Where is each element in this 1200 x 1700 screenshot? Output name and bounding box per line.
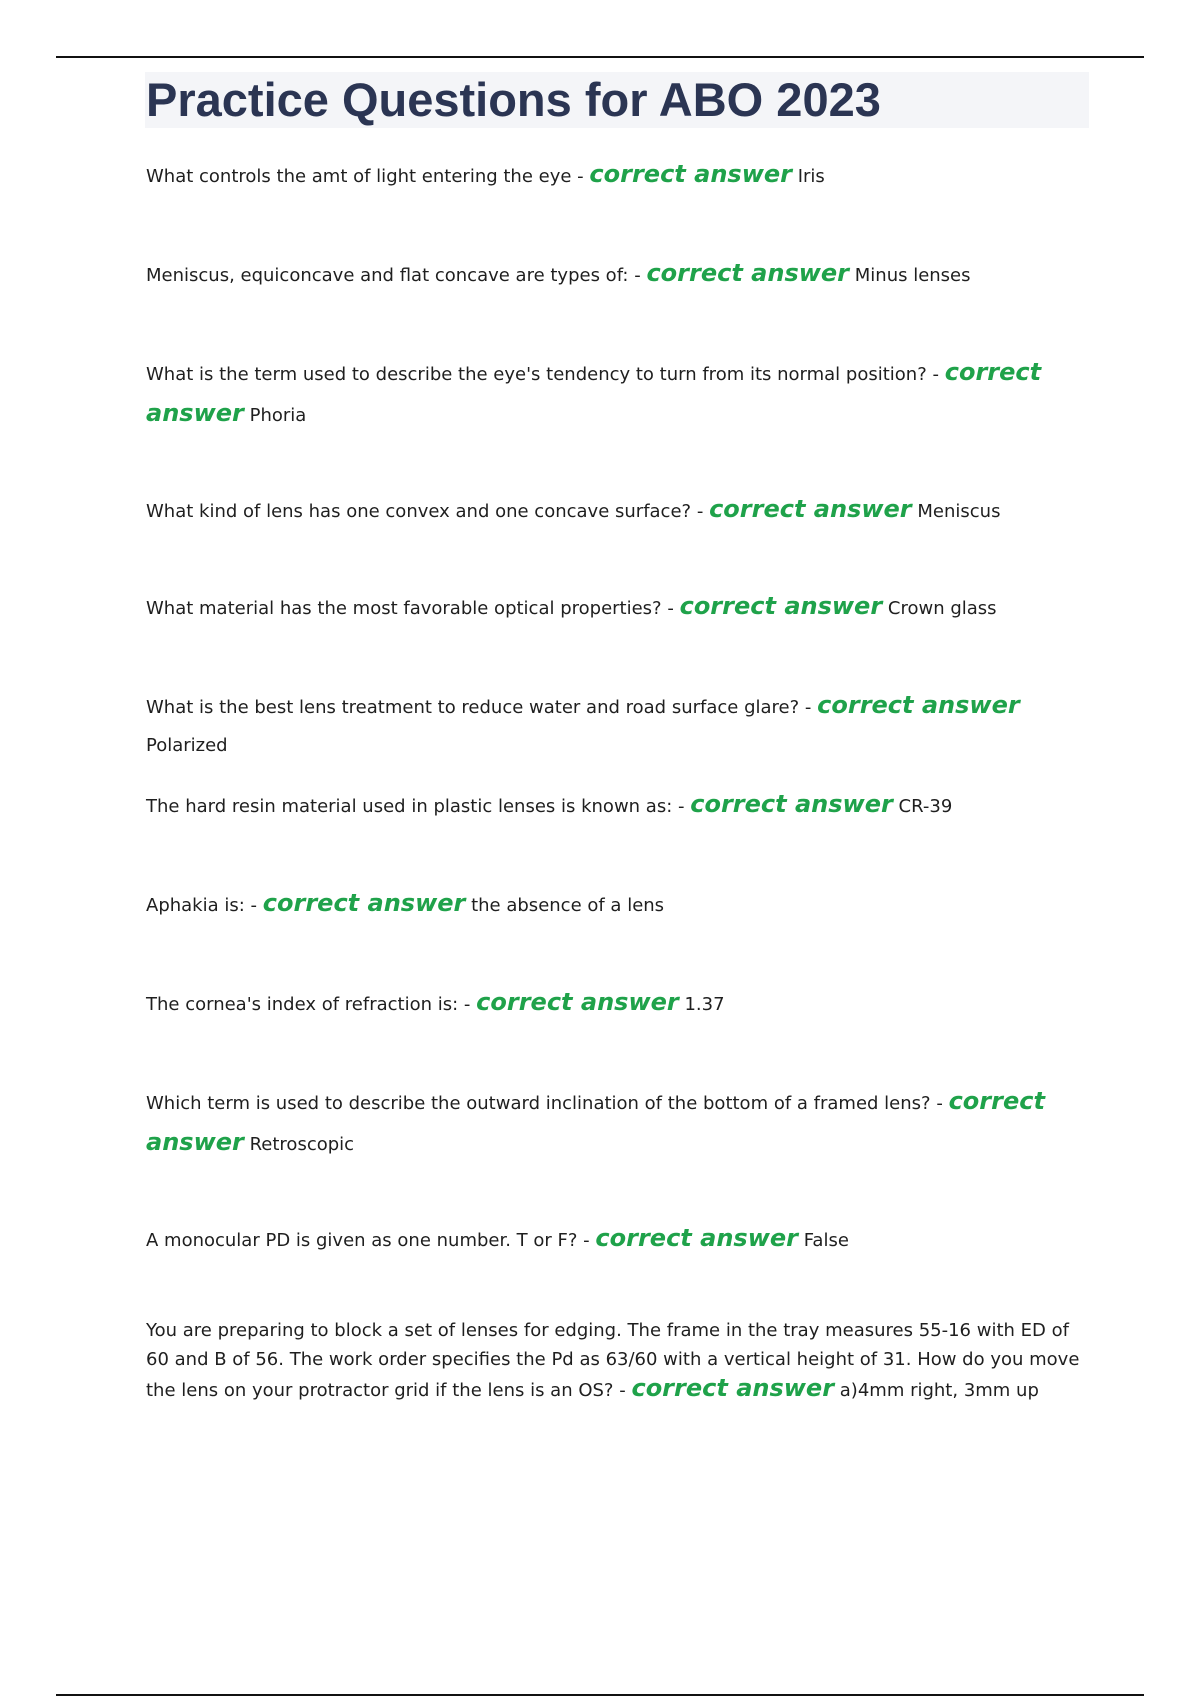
answer-text: Phoria bbox=[249, 405, 307, 426]
qa-item-11 bbox=[146, 1219, 1090, 1260]
answer-label: correct answer bbox=[679, 592, 883, 620]
question-text: What kind of lens has one convex and one concave surface? bbox=[146, 501, 692, 522]
question-text: What material has the most favorable optical properties? bbox=[146, 598, 662, 619]
qa-item-8 bbox=[146, 884, 1090, 925]
question-text: What is the term used to describe the eye's tendency to turn from its normal position? bbox=[146, 364, 927, 385]
separator: - bbox=[619, 1380, 626, 1401]
qa-item-10 bbox=[146, 1082, 1090, 1164]
separator: - bbox=[250, 895, 258, 916]
answer-text: False bbox=[803, 1230, 849, 1251]
answer-label: correct answer bbox=[476, 988, 679, 1016]
separator: - bbox=[463, 994, 471, 1015]
qa-item-3 bbox=[146, 353, 1090, 435]
question-text: The hard resin material used in plastic lenses is known as: bbox=[146, 796, 673, 817]
separator: - bbox=[804, 697, 812, 718]
answer-text: Meniscus bbox=[917, 501, 1001, 522]
qa-item-12 bbox=[146, 1316, 1090, 1405]
question-text: Aphakia is: bbox=[146, 895, 245, 916]
answer-text: Retroscopic bbox=[249, 1134, 355, 1155]
answer-label: correct answer bbox=[817, 691, 1020, 719]
question-text: The cornea's index of refraction is: bbox=[146, 994, 459, 1015]
answer-text: Minus lenses bbox=[854, 265, 971, 286]
answer-label: correct answer bbox=[709, 495, 912, 523]
qa-item-7 bbox=[146, 785, 1090, 826]
separator: - bbox=[932, 364, 939, 385]
separator: - bbox=[634, 265, 641, 286]
answer-text: a)4mm right, 3mm up bbox=[839, 1380, 1039, 1401]
question-text: What is the best lens treatment to reduce water and road surface glare? bbox=[146, 697, 800, 718]
separator: - bbox=[577, 166, 584, 187]
question-text: A monocular PD is given as one number. T or F? bbox=[146, 1230, 578, 1251]
qa-item-6 bbox=[146, 686, 1090, 765]
question-text: Which term is used to describe the outward inclination of the bottom of a framed lens? bbox=[146, 1093, 931, 1114]
answer-label: correct answer bbox=[631, 1374, 835, 1402]
answer-label: correct answer bbox=[146, 358, 1042, 427]
bottom-rule bbox=[56, 1694, 1144, 1696]
separator: - bbox=[936, 1093, 943, 1114]
separator: - bbox=[678, 796, 685, 817]
qa-item-5 bbox=[146, 587, 1090, 628]
separator: - bbox=[667, 598, 674, 619]
separator: - bbox=[696, 501, 704, 522]
answer-text: Crown glass bbox=[887, 598, 997, 619]
separator: - bbox=[583, 1230, 590, 1251]
qa-item-2 bbox=[146, 254, 1090, 295]
answer-label: correct answer bbox=[595, 1224, 798, 1252]
qa-item-1 bbox=[146, 155, 1090, 196]
page-title: Practice Questions for ABO 2023 bbox=[146, 73, 881, 126]
answer-label: correct answer bbox=[146, 1087, 1045, 1156]
answer-label: correct answer bbox=[690, 790, 893, 818]
answer-text: Polarized bbox=[146, 735, 228, 756]
answer-text: 1.37 bbox=[684, 994, 725, 1015]
answer-label: correct answer bbox=[589, 160, 792, 188]
answer-text: CR-39 bbox=[898, 796, 953, 817]
question-text: You are preparing to block a set of lenses for edging. The frame in the tray measures 55-16 with ED of 60 and B of 56. The work order specifies the Pd as 63/60 with a vertical height of 31. How do you move the lens on your protractor grid if the lens is an OS? bbox=[146, 1320, 1080, 1401]
answer-label: correct answer bbox=[262, 889, 466, 917]
top-rule bbox=[56, 56, 1144, 58]
qa-item-4 bbox=[146, 490, 1090, 531]
qa-item-9 bbox=[146, 983, 1090, 1024]
answer-label: correct answer bbox=[646, 259, 850, 287]
question-text: What controls the amt of light entering the eye bbox=[146, 166, 572, 187]
answer-text: the absence of a lens bbox=[471, 895, 665, 916]
question-text: Meniscus, equiconcave and flat concave are types of: bbox=[146, 265, 629, 286]
answer-text: Iris bbox=[797, 166, 825, 187]
